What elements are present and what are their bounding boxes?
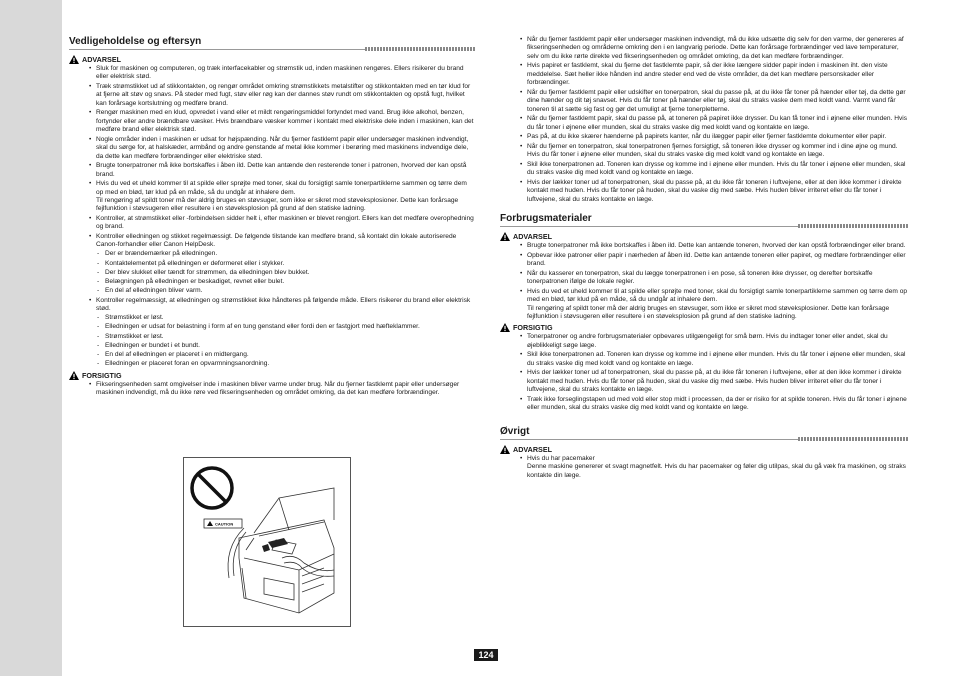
section-title-text: Vedligeholdelse og eftersyn [69,36,202,47]
list-item [69,233,475,296]
printer-caution-label [204,519,242,528]
sub-list-item: - Elledningen er udsat for belastning i form af en tung genstand eller fordi den er fastgjort med hæfteklammer. [96,323,475,331]
warning-list [69,65,475,369]
svg-text:CAUTION: CAUTION [215,521,234,527]
list-item: • Fikseringsenheden samt omgivelser inde i maskinen bliver varme under brug. Når du fjerner fastklemt papir eller undersøger maskinen indvendigt, må du ikke røre ved fikseringsenheden og området omkring, da det kan medføre forbrændinger. [69,381,475,398]
list-item: • Skil ikke tonerpatronen ad. Toneren kan drysse og komme ind i øjnene eller munden. Hvis du får toner i øjnene eller munden, skal du straks vaske dig med koldt vand og kontakte en læge. [500,351,908,368]
warning-heading [69,55,475,64]
list-item: • Opbevar ikke patroner eller papir i nærheden af åben ild. Dette kan antænde toneren eller papiret, og medføre forbrændinger eller brand. [500,252,908,269]
sub-list-item: - Elledningen er bundet i et bundt. [96,342,475,350]
list-item-text: Kontroller regelmæssigt, at elledningen og strømstikket ikke håndteres på følgende måde. Ellers risikerer du brand eller elektrisk stød. [96,296,471,313]
sub-list-item: - Kontaktelementet på elledningen er deformeret eller i stykker. [96,260,475,268]
warning-list [500,242,908,321]
warning-triangle-icon [500,232,510,241]
list-item [69,297,475,369]
page-number: 124 [474,649,498,661]
sub-list-item: - Strømstikket er løst. [96,314,475,322]
list-item-text: Kontroller elledningen og stikket regelmæssigt. De følgende tilstande kan medføre brand, så kontakt din lokale autoriserede Canon-forhandler eller Canon HelpDesk. [96,233,457,249]
section-title-text: Øvrigt [500,425,530,437]
caution-heading [69,371,475,380]
list-item: • Hvis papiret er fastklemt, skal du fjerne det fastklemte papir, så der ikke længere sidder papir inden i maskinen iht. den viste meddelelse. Sæt heller ikke hånden ind andre steder end ved de viste områder, da det kan medføre personskader eller forbrændinger. [500,62,908,87]
sub-list-item: - Belægningen på elledningen er beskadiget, revnet eller bulet. [96,278,475,286]
section-title-consumables [500,213,908,228]
caution-triangle-icon [500,323,510,332]
printer-drawing [184,458,350,626]
list-item: • Tonerpatroner og andre forbrugsmaterialer opbevares utilgængeligt for små børn. Hvis du indtager toner eller andet, skal du øjeblikkeligt søge læge. [500,333,908,350]
title-rule [798,224,908,228]
list-item: • Kontroller, at strømstikket eller -forbindelsen sidder helt i, efter maskinen er blevet rengjort. Ellers kan det medføre overophedning og brand. [69,215,475,232]
list-item: • Når du fjerner fastklemt papir eller undersøger maskinen indvendigt, må du ikke udsætte dig selv for den varme, der genereres af fikseringsenheden og områderne omkring den i en langvarig periode. Dette kan forårsage forbrændinger ved lave temperaturer, selv om du ikke rørte direkte ved fikseringsenheden og området omkring, da det kan medføre forbrændinger. [500,36,908,61]
list-item: • Skil ikke tonerpatronen ad. Toneren kan drysse og komme ind i øjnene eller munden. Hvis du får toner i øjnene eller munden, skal du straks vaske dig med koldt vand og kontakte en læge. [500,161,908,178]
sub-list-item: - Der blev slukket eller tændt for strømmen, da elledningen blev bukket. [96,269,475,277]
list-item: • Når du fjerner fastklemt papir eller udskifter en tonerpatron, skal du passe på, at du ikke får toner på hænder eller tøj, da dette gør dine hænder og dit tøj snavset. Hvis du får toner på hænder eller tøj, skal du straks vaske dem med koldt vand. Varmt vand får toneren til at sætte sig fast og gør det umuligt at fjerne tonerpletterne. [500,89,908,114]
caution-list [500,333,908,412]
prohibition-icon [192,468,232,508]
printer-illustration [183,457,351,627]
caution-heading [500,323,908,332]
title-rule [798,437,908,441]
list-item: • Brugte tonerpatroner må ikke bortskaffes i åben ild. Dette kan antænde toneren, hvorved der kan opstå forbrændinger eller brand. [500,242,908,250]
list-item: • Hvis du ved et uheld kommer til at spilde eller sprøjte med toner, skal du forsigtigt samle tonerpartiklerne sammen og tørre dem op med en blød, tør klud på en måde, så du undgår at inhalere dem. Til rengøring af spildt toner må der aldrig bruges en støvsuger, som ikke er sikret mod støveksplosioner. Dette kan forårsage fejlfunktion i støvsugeren eller resultere i en støveksplosion på grund af den statiske ladning. [500,288,908,322]
caution-label: FORSIGTIG [513,323,553,333]
list-item: • Når du fjerner en tonerpatron, skal tonerpatronen fjernes forsigtigt, så toneren ikke drysser og kommer ind i dine øjne og mund. Hvis du får toner i øjnene eller munden, skal du straks vaske dig med koldt vand og kontakte en læge. [500,143,908,160]
continued-caution-list [500,36,908,204]
sub-list-item: - En del af elledningen er placeret i en midtergang. [96,351,475,359]
section-title-other [500,426,908,441]
warning-label: ADVARSEL [513,444,553,454]
caution-triangle-icon [69,371,79,380]
list-item: • Når du fjerner fastklemt papir, skal du passe på, at toneren på papiret ikke drysser. Du kan få toner ind i øjnene eller munden. Hvis du får toner i øjnene eller munden, skal du straks vaske dig med koldt vand og kontakte en læge. [500,115,908,132]
sub-list-item: - En del af elledningen bliver varm. [96,287,475,295]
sub-list-item: - Der er brændemærker på elledningen. [96,250,475,258]
caution-label: FORSIGTIG [82,370,122,380]
page-margin-strip [0,0,62,676]
right-column [500,36,908,481]
list-item: • Hvis der lækker toner ud af tonerpatronen, skal du passe på, at du ikke får toneren i luftvejene, eller at den ikke kommer i direkte kontakt med huden. Hvis du får toner på huden, skal du vaske dig med sæbe. Hvis huden bliver irriteret eller du får toner i luftvejene, skal du straks kontakte en læge. [500,179,908,204]
list-item: • Træk ikke forseglingstapen ud med vold eller stop midt i processen, da der er risiko for at spilde toneren. Hvis du får toner i øjnene eller munden, skal du straks vaske dig med koldt vand og kontakte en læge. [500,396,908,413]
list-item: • Sluk for maskinen og computeren, og træk interfacekabler og strømstik ud, inden maskinen rengøres. Ellers risikerer du brand eller elektrisk stød. [69,65,475,82]
list-item: • Hvis der lækker toner ud af tonerpatronen, skal du passe på, at du ikke får toneren i luftvejene, eller at den ikke kommer i direkte kontakt med huden. Hvis du får toner på huden, skal du vaske dig med sæbe. Hvis huden bliver irriteret eller du får toner i luftvejene, skal du straks kontakte en læge. [500,369,908,394]
title-rule [365,47,475,51]
list-item: • Når du kasserer en tonerpatron, skal du lægge tonerpatronen i en pose, så toneren ikke drysser, og derefter bortskaffe tonerpatronen ifølge de lokale regler. [500,270,908,287]
list-item: • Hvis du har pacemaker Denne maskine genererer et svagt magnetfelt. Hvis du har pacemaker og føler dig utilpas, skal du gå væk fra maskinen, og straks kontakte din læge. [500,455,908,480]
warning-list [500,455,908,480]
list-item: • Træk strømstikket ud af stikkontakten, og rengør området omkring strømstikkets metalstifter og stikkontakten med en tør klud for at fjerne alt støv og snavs. På steder med fugt, støv eller røg kan der dannes støv rundt om stikkontakten og opstå fugt, hvilket kan forårsage kortslutning og medføre brand. [69,83,475,108]
sub-list [96,250,475,295]
warning-triangle-icon [500,445,510,454]
warning-label: ADVARSEL [513,232,553,242]
warning-triangle-icon [69,55,79,64]
list-item: • Brugte tonerpatroner må ikke bortskaffes i åben ild. Dette kan antænde den resterende toner i patronen, hvorved der kan opstå brand. [69,162,475,179]
warning-heading [500,232,908,241]
caution-list [69,381,475,398]
section-title-maintenance [69,36,475,51]
list-item: • Pas på, at du ikke skærer hænderne på papirets kanter, når du ilægger papir eller fjerner fastklemte dokumenter eller papir. [500,133,908,141]
list-item: • Nogle områder inden i maskinen er udsat for højspænding. Når du fjerner fastklemt papir eller undersøger maskinen indvendigt, skal du sørge for, at halskæder, armbånd og andre genstande af metal ikke kommer i berøring med maskinens indvendige dele, da dette kan medføre forbrændinger eller elektriske stød. [69,136,475,161]
sub-list-item: - Strømstikket er løst. [96,333,475,341]
sub-list [96,314,475,368]
list-item: • Rengør maskinen med en klud, opvredet i vand eller et mildt rengøringsmiddel fortyndet med vand. Brug ikke alkohol, benzen, fortynder eller andre brændbare væsker. Hvis brændbare væsker kommer i kontakt med elektriske dele inden i maskinen, kan det medføre brand eller elektrisk stød. [69,109,475,134]
warning-label: ADVARSEL [82,55,122,64]
sub-list-item: - Elledningen er placeret foran en opvarmningsanordning. [96,360,475,368]
warning-heading [500,445,908,454]
section-title-text: Forbrugsmaterialer [500,213,592,225]
left-column [69,36,475,399]
list-item: • Hvis du ved et uheld kommer til at spilde eller sprøjte med toner, skal du forsigtigt samle tonerpartiklerne sammen og tørre dem op med en blød, tør klud på en måde, så du undgår at inhalere dem. Til rengøring af spildt toner må der aldrig bruges en støvsuger, som ikke er sikret mod støveksplosioner. Dette kan forårsage fejlfunktion i støvsugeren eller resultere i en støveksplosion på grund af den statiske ladning. [69,180,475,214]
